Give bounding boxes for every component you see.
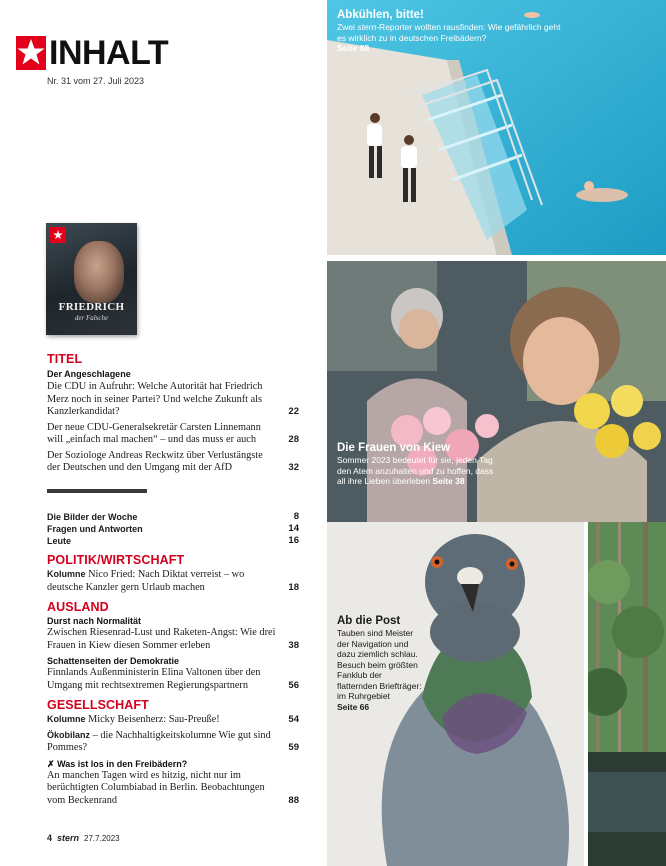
toc-entry-text: Zwischen Riesenrad-Lust und Raketen-Angst: Wie drei Frauen in Kiew diesen Sommer erleben (47, 627, 276, 651)
toc-page-number: 56 (288, 679, 299, 691)
section-heading-gesellschaft: GESELLSCHAFT (47, 698, 149, 712)
photo-forest[interactable] (588, 522, 666, 866)
toc-entry-lead: Kolumne (47, 569, 86, 579)
toc-entry[interactable] (47, 627, 299, 652)
toc-entry[interactable] (47, 535, 299, 547)
toc-entry[interactable] (47, 450, 299, 475)
subheading-text: Was ist los in den Freibädern? (57, 758, 188, 769)
issue-date: Nr. 31 vom 27. Juli 2023 (47, 76, 145, 86)
toc-page-number: 59 (288, 742, 299, 753)
toc-entry[interactable] (47, 511, 299, 523)
toc-page-number: 16 (288, 535, 299, 546)
toc-entry-text: Finnlands Außenministerin Elina Valtonen über den Umgang mit rechtsextremen Regierungspartnern (47, 667, 261, 691)
footer-page-number: 4 (47, 833, 53, 843)
toc-page-number: 22 (288, 406, 299, 417)
photo-taube[interactable] (327, 522, 584, 866)
footer-brand: stern (57, 833, 80, 843)
toc-entry-lead: Ökobilanz (47, 729, 91, 740)
section-heading-ausland: AUSLAND (47, 600, 109, 614)
caption-text-body: Sommer 2023 bedeutet für sie, jeden Tag den Atem anzuhalten und zu hoffen, dass all ihre Lieben überleben (337, 455, 494, 486)
toc-entry-text: Der Soziologe Andreas Reckwitz über Verlustängste der Deutschen und den Umgang mit der AfD (47, 449, 263, 473)
caption-text-post: -Reporter wollten rausfinden: Wie gefährlich geht es wirklich zu in deutschen Freibädern? (337, 22, 561, 43)
toc-entry-text: Der neue CDU-Generalsekretär Carsten Linnemann will „einfach mal machen“ – und das muss er auch (47, 421, 261, 445)
toc-page-number: 38 (288, 639, 299, 651)
divider (47, 489, 147, 493)
toc-entry[interactable] (47, 770, 299, 808)
toc-entry-text: Fragen und Antworten (47, 524, 143, 534)
toc-page-number: 8 (293, 511, 299, 522)
caption-text (337, 22, 567, 43)
toc-entry[interactable] (47, 713, 299, 727)
toc-page-number: 88 (288, 794, 299, 806)
masthead (16, 36, 168, 70)
toc-entry[interactable] (47, 381, 299, 419)
page-title: INHALT (49, 34, 169, 72)
toc-entry[interactable] (47, 729, 299, 755)
toc-entry-text: Leute (47, 536, 72, 546)
toc-entry-text: Nico Fried: Nach Diktat verreist – wo deutsche Kanzler gern Urlaub machen (47, 569, 245, 593)
forest-illustration (588, 522, 666, 866)
photo-kiew[interactable] (327, 261, 666, 522)
section-heading-titel: TITEL (47, 352, 83, 366)
pointer-star-icon: ✗ (47, 758, 55, 769)
cover-subtitle: der Falsche (74, 314, 109, 322)
toc-page-number: 18 (288, 581, 299, 593)
toc-entry-text: Die Bilder der Woche (47, 512, 138, 522)
cover-title: FRIEDRICH (58, 301, 125, 313)
subheading-freibaeder (47, 758, 299, 770)
toc-column (0, 0, 318, 866)
caption-title: Die Frauen von Kiew (337, 442, 451, 454)
toc-entry[interactable] (47, 422, 299, 447)
caption-text-em: stern (357, 22, 377, 32)
subheading-angeschlagene: Der Angeschlagene (47, 369, 131, 379)
kiew-caption (337, 441, 497, 487)
toc-page-number: 28 (288, 434, 299, 445)
page-footer (47, 833, 120, 843)
caption-page: Seite 88 (337, 43, 370, 53)
caption-text-pre: Zwei (337, 22, 358, 32)
section-heading-politik: POLITIK/WIRTSCHAFT (47, 553, 185, 567)
footer-date: 27.7.2023 (84, 834, 120, 843)
toc-entry[interactable] (47, 667, 299, 692)
caption-text (337, 455, 497, 487)
toc-entry-text: Micky Beisenherz: Sau-Preuße! (88, 714, 220, 725)
toc-titel (47, 352, 299, 475)
toc-page-number: 54 (288, 714, 299, 725)
caption-page: Seite 66 (337, 701, 370, 712)
cover-portrait (74, 241, 124, 303)
caption-page: Seite 38 (432, 476, 465, 486)
toc-page-number: 32 (288, 462, 299, 473)
pool-caption (337, 8, 567, 54)
toc-entry[interactable] (47, 568, 299, 594)
caption-title: Ab die Post (337, 615, 401, 627)
caption-title: Abkühlen, bitte! (337, 9, 424, 21)
caption-text: Tauben sind Meister der Navigation und dazu ziemlich schlau. Besuch beim größten Fanklub der flatternden Briefträger: im Ruhrgebiet (337, 628, 422, 701)
toc-entry-text: – die Nachhaltigkeitskolumne Wie gut sind Pommes? (47, 729, 271, 753)
toc-rubriken (47, 511, 299, 807)
magazine-cover-image[interactable] (46, 223, 137, 335)
cover-stern-logo-icon (50, 227, 66, 243)
subheading: Durst nach Normalität (47, 616, 142, 626)
subheading: Schattenseiten der Demokratie (47, 656, 180, 666)
toc-entry-text: An manchen Tagen wird es hitzig, nicht nur im berüchtigten Columbiabad in Berlin. Beobachtungen vom Beckenrand (47, 769, 265, 806)
toc-entry-lead: Kolumne (47, 714, 86, 724)
taube-caption (337, 614, 423, 712)
toc-entry[interactable] (47, 523, 299, 535)
toc-entry-text: Die CDU in Aufruhr: Welche Autorität hat Friedrich Merz noch in seiner Partei? Und welche Zukunft als Kanzlerkandidat? (47, 381, 263, 417)
toc-page-number: 14 (288, 523, 299, 534)
photo-pool[interactable] (327, 0, 666, 255)
stern-star-logo-icon (16, 36, 46, 70)
